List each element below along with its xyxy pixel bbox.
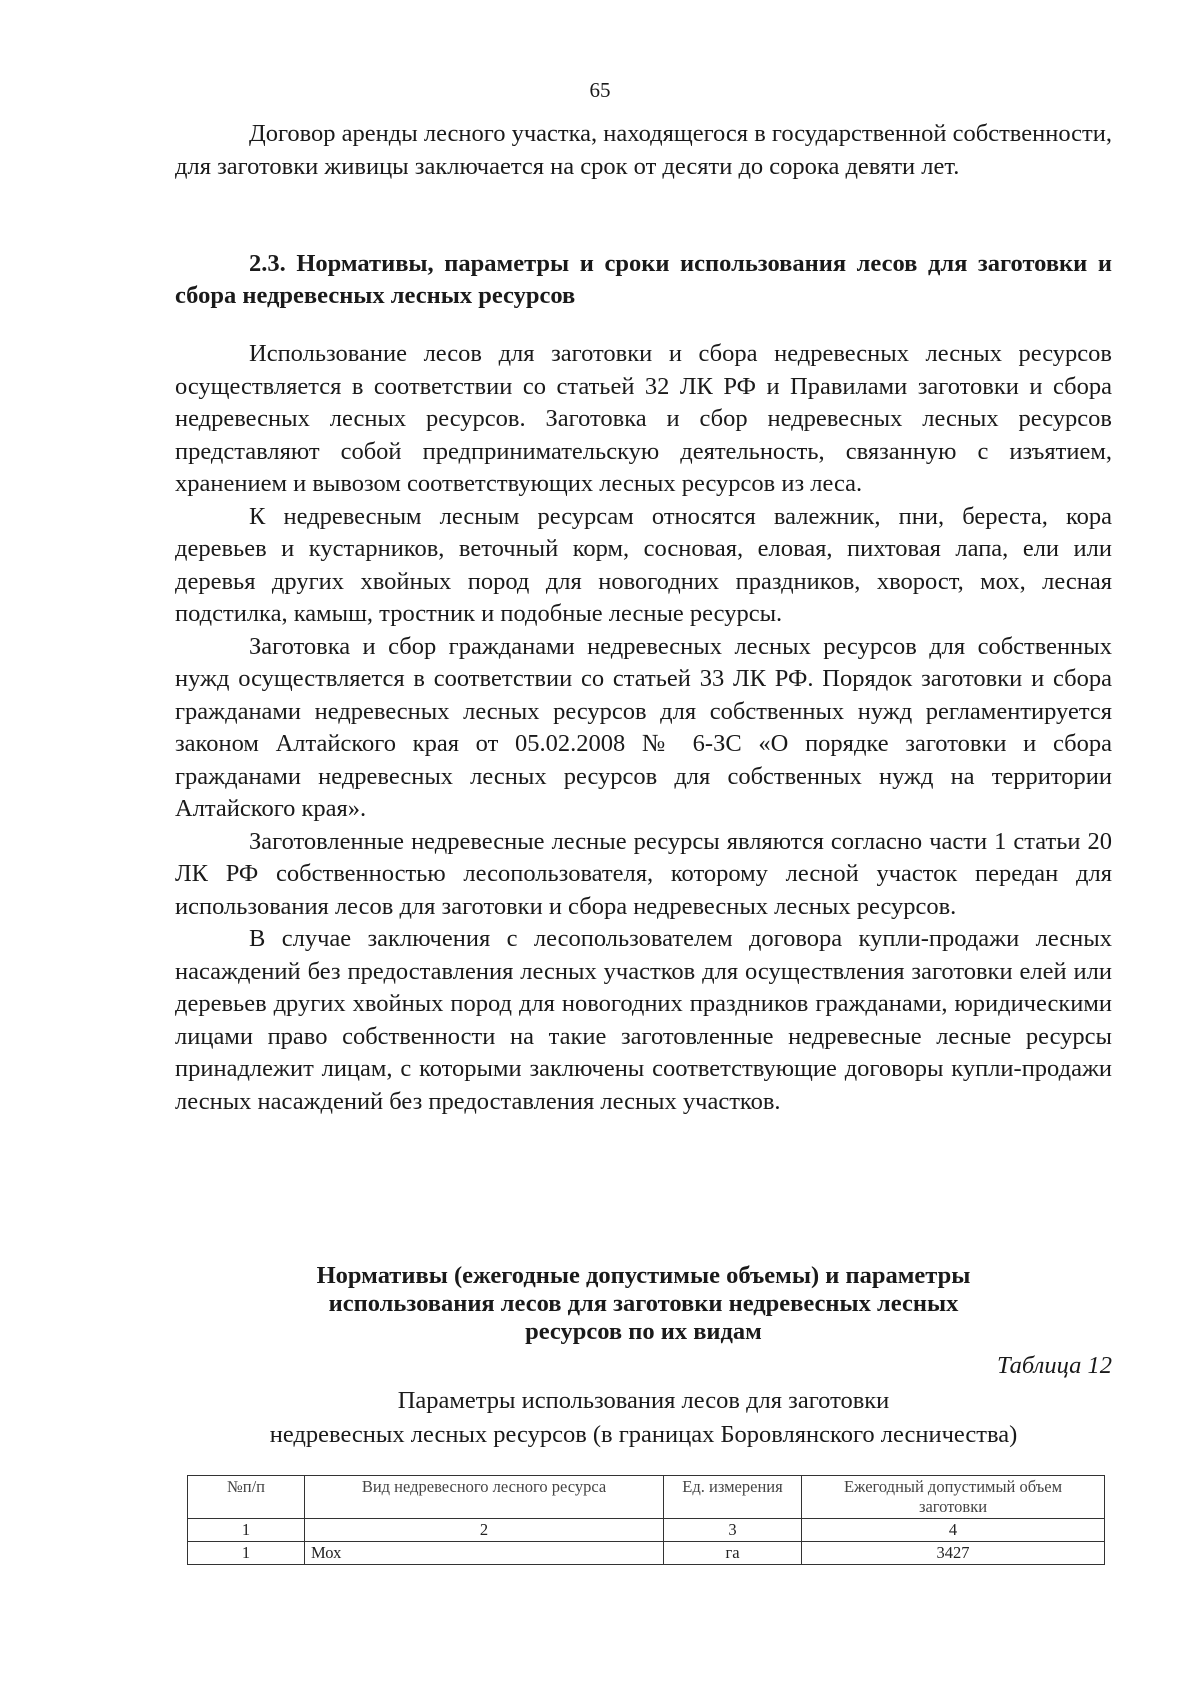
main-text — [175, 338, 1112, 1118]
table-heading-line: использования лесов для заготовки недревесных лесных — [328, 1290, 959, 1317]
table-label: Таблица 12 — [996, 1352, 1112, 1379]
table-row — [188, 1542, 1105, 1565]
intro-paragraph: Договор аренды лесного участка, находящегося в государственной собственности, для заготовки живицы заключается на срок от десяти до сорока девяти лет. — [175, 120, 1112, 180]
table-cell: га — [664, 1542, 802, 1565]
table-heading-line: ресурсов по их видам — [525, 1318, 762, 1345]
page-number: 65 — [589, 78, 611, 102]
paragraph: Заготовка и сбор гражданами недревесных лесных ресурсов для собственных нужд осуществляется в соответствии со статьей 33 ЛК РФ. Порядок заготовки и сбора гражданами недревесных лесных ресурсов для собственных нужд регламентируется законом Алтайского края от 05.02.2008 № 6-ЗС «О порядке заготовки и сбора гражданами недревесных лесных ресурсов для собственных нужд на территории Алтайского края». — [175, 632, 1112, 822]
header-cell-unit: Ед. измерения — [664, 1476, 802, 1519]
table-cell: 1 — [188, 1519, 305, 1542]
table-cell: 3427 — [802, 1542, 1105, 1565]
table-cell: 4 — [802, 1519, 1105, 1542]
paragraph: Заготовленные недревесные лесные ресурсы являются согласно части 1 статьи 20 ЛК РФ собственностью лесопользователя, которому лесной участок передан для использования лесов для заготовки и сбора недревесных лесных ресурсов. — [175, 827, 1112, 920]
header-cell-resource-type: Вид недревесного лесного ресурса — [305, 1476, 664, 1519]
paragraph: Использование лесов для заготовки и сбора недревесных лесных ресурсов осуществляется в соответствии со статьей 32 ЛК РФ и Правилами заготовки и сбора недревесных лесных ресурсов. Заготовка и сбор недревесных лесных ресурсов представляют собой предпринимательскую деятельность, связанную с изъятием, хранением и вывозом соответствующих лесных ресурсов из леса. — [175, 340, 1112, 497]
table-cell: 2 — [305, 1519, 664, 1542]
table-caption-line: недревесных лесных ресурсов (в границах Боровлянского лесничества) — [269, 1421, 1018, 1448]
table-heading — [175, 1262, 1112, 1346]
table-caption — [175, 1384, 1112, 1452]
table-header-row — [188, 1476, 1105, 1519]
table-cell: Мох — [305, 1542, 664, 1565]
header-cell-number: №п/п — [188, 1476, 305, 1519]
paragraph: К недревесным лесным ресурсам относятся валежник, пни, береста, кора деревьев и кустарников, веточный корм, сосновая, еловая, пихтовая лапа, ели или деревья других хвойных пород для новогодних праздников, хворост, мох, лесная подстилка, камыш, тростник и подобные лесные ресурсы. — [175, 502, 1112, 627]
section-heading: 2.3. Нормативы, параметры и сроки использования лесов для заготовки и сбора недревесных лесных ресурсов — [175, 250, 1112, 309]
table-caption-line: Параметры использования лесов для заготовки — [397, 1387, 890, 1414]
paragraph: В случае заключения с лесопользователем договора купли-продажи лесных насаждений без предоставления лесных участков для осуществления заготовки елей или деревьев других хвойных пород для новогодних праздников гражданами, юридическими лицами право собственности на такие заготовленные недревесные лесные ресурсы принадлежит лицам, с которыми заключены соответствующие договоры купли-продажи лесных насаждений без предоставления лесных участков. — [175, 925, 1112, 1115]
table-row — [188, 1519, 1105, 1542]
intro-paragraph-block — [175, 118, 1112, 183]
resource-table — [187, 1475, 1105, 1565]
header-cell-annual-volume: Ежегодный допустимый объем заготовки — [802, 1476, 1105, 1519]
table-heading-line: Нормативы (ежегодные допустимые объемы) и параметры — [316, 1262, 971, 1289]
table-cell: 1 — [188, 1542, 305, 1565]
table-cell: 3 — [664, 1519, 802, 1542]
